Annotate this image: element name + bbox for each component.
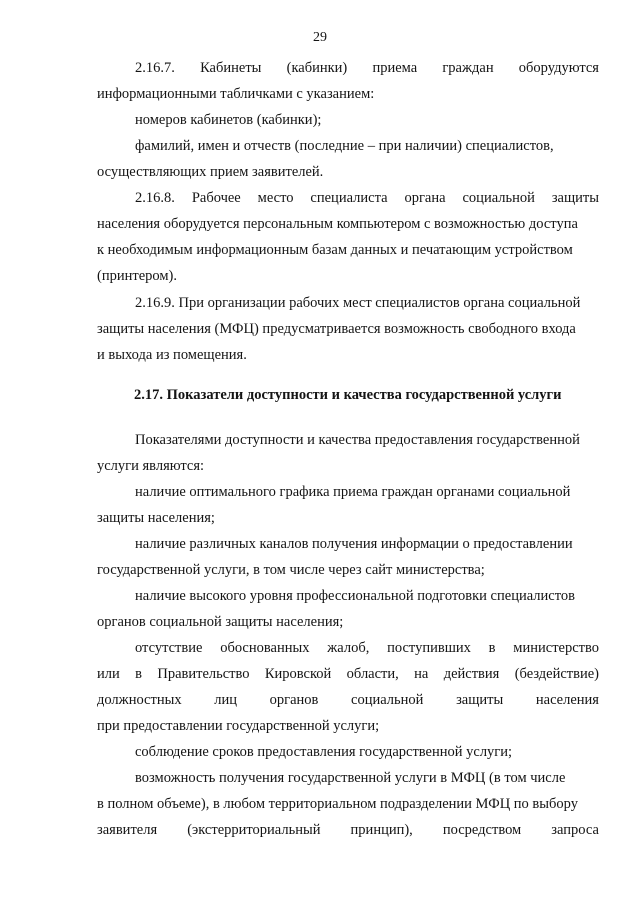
word: области,	[346, 666, 399, 682]
word: защиты	[551, 190, 599, 206]
word: жалоб,	[327, 640, 370, 656]
word: отсутствие	[135, 640, 203, 656]
page-number: 29	[313, 30, 327, 45]
word: должностных	[97, 692, 182, 708]
word: на	[414, 666, 429, 682]
list-item-names-line-1: фамилий, имен и отчеств (последние – при наличии) специалистов,	[135, 138, 554, 154]
indicator-mfc-line-3	[97, 821, 599, 839]
word: место	[257, 190, 294, 206]
para-2-16-9-line-1: 2.16.9. При организации рабочих мест специалистов органа социальной	[135, 295, 581, 311]
word: социальной	[462, 190, 535, 206]
indicator-complaints-line-1	[135, 639, 599, 657]
para-2-16-9-line-2: защиты населения (МФЦ) предусматривается возможность свободного входа	[97, 321, 576, 337]
word: защиты	[456, 692, 504, 708]
indicator-training-line-1: наличие высокого уровня профессиональной подготовки специалистов	[135, 588, 575, 604]
intro-line-1: Показателями доступности и качества предоставления государственной	[135, 432, 580, 448]
para-2-16-7-line-1	[135, 59, 599, 77]
indicator-complaints-line-2	[97, 665, 599, 683]
word: (бездействие)	[514, 666, 599, 682]
indicator-schedule-line-1: наличие оптимального графика приема граждан органами социальной	[135, 484, 571, 500]
word: граждан	[442, 60, 494, 76]
para-2-16-8-line-1	[135, 189, 599, 207]
indicator-complaints-line-4: при предоставлении государственной услуги;	[97, 718, 380, 734]
word: Правительство	[157, 666, 250, 682]
word: органов	[269, 692, 319, 708]
word: социальной	[351, 692, 424, 708]
word: запроса	[551, 822, 599, 838]
indicator-schedule-line-2: защиты населения;	[97, 510, 215, 526]
word: населения	[535, 692, 599, 708]
intro-line-2: услуги являются:	[97, 458, 205, 474]
word: (экстерриториальный	[187, 822, 321, 838]
word: в	[135, 666, 142, 682]
word: лиц	[214, 692, 237, 708]
indicator-mfc-line-1: возможность получения государственной услуги в МФЦ (в том числе	[135, 770, 566, 786]
word: или	[97, 666, 120, 682]
word: заявителя	[97, 822, 158, 838]
word: 2.16.7.	[135, 60, 175, 76]
word: приема	[372, 60, 418, 76]
word: Рабочее	[191, 190, 241, 206]
indicator-channels-line-2: государственной услуги, в том числе через сайт министерства;	[97, 562, 485, 578]
word: обоснованных	[220, 640, 310, 656]
para-2-16-8-line-2: населения оборудуется персональным компьютером с возможностью доступа	[97, 216, 578, 232]
word: в	[488, 640, 496, 656]
para-2-16-8-line-3: к необходимым информационным базам данных и печатающим устройством	[97, 242, 573, 258]
para-2-16-7-line-2: информационными табличками с указанием:	[97, 86, 375, 102]
list-item-cabinet-numbers: номеров кабинетов (кабинки);	[135, 112, 322, 128]
indicator-complaints-line-3	[97, 691, 599, 709]
word: специалиста	[310, 190, 388, 206]
section-heading-2-17: 2.17. Показатели доступности и качества государственной услуги	[134, 387, 562, 403]
indicator-channels-line-1: наличие различных каналов получения информации о предоставлении	[135, 536, 573, 552]
word: оборудуются	[518, 60, 599, 76]
list-item-names-line-2: осуществляющих прием заявителей.	[97, 164, 324, 180]
word: поступивших	[387, 640, 471, 656]
indicator-mfc-line-2: в полном объеме), в любом территориальном подразделении МФЦ по выбору	[97, 796, 578, 812]
word: 2.16.8.	[135, 190, 175, 206]
word: министерство	[513, 640, 599, 656]
word: органа	[404, 190, 446, 206]
para-2-16-8-line-4: (принтером).	[97, 268, 177, 284]
word: принцип),	[350, 822, 413, 838]
para-2-16-9-line-3: и выхода из помещения.	[97, 347, 247, 363]
word: (кабинки)	[286, 60, 348, 76]
indicator-training-line-2: органов социальной защиты населения;	[97, 614, 344, 630]
indicator-deadlines: соблюдение сроков предоставления государственной услуги;	[135, 744, 513, 760]
word: посредством	[442, 822, 522, 838]
word: Кировской	[264, 666, 332, 682]
word: действия	[443, 666, 500, 682]
word: Кабинеты	[200, 60, 262, 76]
